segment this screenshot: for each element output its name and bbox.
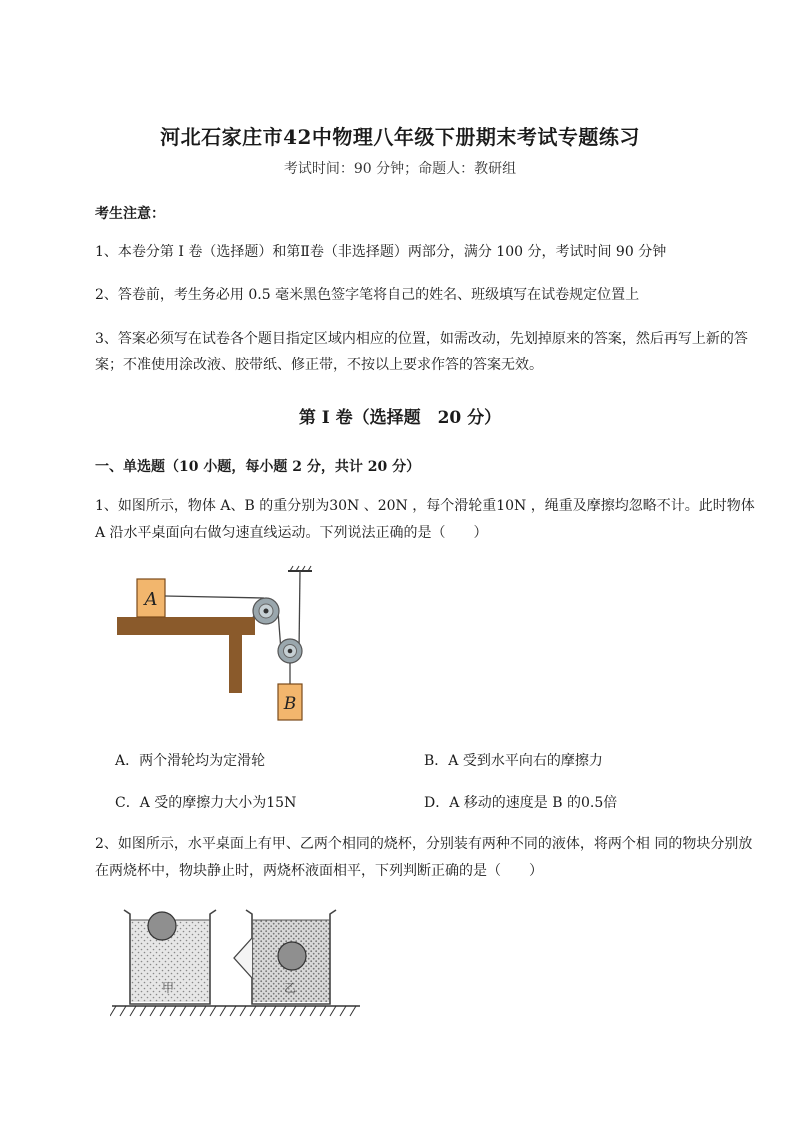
notice-heading: 考生注意：: [95, 206, 165, 222]
page-title: 河北石家庄市42中物理八年级下册期末考试专题练习: [160, 125, 640, 149]
beakers-figure: [110, 900, 370, 1025]
section-subheading: 一、单选题（10 小题，每小题 2 分，共计 20 分）: [95, 459, 421, 475]
question-2-text: 2、如图所示，水平桌面上有甲、乙两个相同的烧杯，分别装有两种不同的液体，将两个相 同的物块分别放在两烧杯中，物块静止时，两烧杯液面相平，下列判断正确的是（ ）: [95, 836, 753, 879]
beaker-right-label: 乙: [283, 981, 297, 995]
notice-item-3: 3、答案必须写在试卷各个题目指定区域内相应的位置，如需改动，先划掉原来的答案，然后再写上新的答案；不准使用涂改液、胶带纸、修正带，不按以上要求作答的答案无效。: [95, 331, 748, 373]
rope-ceiling: [299, 571, 300, 651]
rope-horizontal: [165, 596, 264, 598]
exam-info: 考试时间：90 分钟；命题人：教研组: [283, 161, 517, 177]
beaker-left-label: 甲: [161, 981, 175, 995]
pulley-figure: [112, 565, 332, 730]
section-title: 第 I 卷（选择题 20 分）: [298, 408, 502, 428]
question-1-option-b[interactable]: B．A 受到水平向右的摩擦力: [424, 753, 603, 769]
block-right: [278, 942, 306, 970]
notice-item-1: 1、本卷分第 I 卷（选择题）和第Ⅱ卷（非选择题）两部分，满分 100 分，考试时间 90 分钟: [95, 244, 667, 260]
question-1-option-a[interactable]: A．两个滑轮均为定滑轮: [115, 753, 266, 769]
block-left: [148, 912, 176, 940]
notice-item-2: 2、答卷前，考生务必用 0.5 毫米黑色签字笔将自己的姓名、班级填写在试卷规定位置上: [95, 287, 640, 303]
question-1-text: 1、如图所示，物体 A、B 的重分别为30N 、20N ，每个滑轮重10N ，绳重及摩擦均忽略不计。此时物体 A 沿水平桌面向右做匀速直线运动。下列说法正确的是（ ）: [95, 498, 755, 541]
table-leg: [229, 635, 242, 693]
spout: [234, 938, 252, 978]
question-1-option-d[interactable]: D．A 移动的速度是 B 的0.5倍: [424, 795, 618, 811]
table-top: [117, 617, 255, 635]
block-b-label: B: [283, 694, 297, 714]
question-1-option-c[interactable]: C．A 受的摩擦力大小为15N: [115, 795, 297, 811]
block-a-label: A: [144, 589, 158, 610]
